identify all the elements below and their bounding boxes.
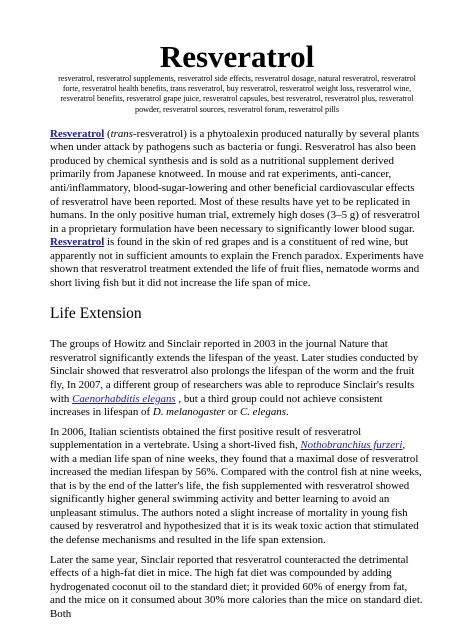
document-title: Resveratrol xyxy=(159,39,315,74)
caenorhabditis-elegans-link[interactable]: Caenorhabditis elegans xyxy=(72,392,176,405)
paragraph: In 2006, Italian scientists obtained the first positive result of resveratrol supplementation in a vertebrate. Using a short-lived fish, Nothobranchius furzeri, with a median life span of nine weeks, they found that a maximal dose of resveratrol increased the median lifespan by 56%. Compared with the control fish at nine weeks, that is by the end of the latter's life, the fish supplemented with resveratrol showed significantly higher general swimming activity and better learning to avoid an unpleasant stimulus. The authors noted a slight increase of mortality in young fish caused by resveratrol and hypothesized that it is its weak toxic action that stimulated the defense mechanisms and resulted in the life span extension. xyxy=(50,425,422,547)
resveratrol-link[interactable]: Resveratrol xyxy=(50,236,105,249)
section-heading: Life Extension xyxy=(50,305,142,323)
nothobranchius-furzeri-link[interactable]: Nothobranchius furzeri xyxy=(300,439,403,452)
intro-paragraph: Resveratrol (trans-resveratrol) is a phytoalexin produced naturally by several plants when under attack by pathogens such as bacteria or fungi. Resveratrol has also been produced by chemical synthesis and is sold as a nutritional supplement derived primarily from Japanese knotweed. In mouse and rat experiments, anti-cancer, anti/inflammatory, blood-sugar-lowering and other beneficial cardiovascular effects of resveratrol have been reported. Most of these results have yet to be replicated in humans. In the only positive human trial, extremely high doses (3–5 g) of resveratrol in a proprietary formulation have been necessary to significantly lower blood sugar. Resveratrol is found in the skin of red grapes and is a constituent of red wine, but apparently not in sufficient amounts to explain the French paradox. Experiments have shown that resveratrol treatment extended the life of fruit flies, nematode worms and short living fish but it did not increase the life span of mice. xyxy=(50,127,424,289)
keywords-list: resveratrol, resveratrol supplements, resveratrol side effects, resveratrol dosage, natural resveratrol, resveratrol forte, resveratrol health benefits, trans resveratrol, buy resveratrol, resveratrol weight loss, resveratrol wine, resveratrol benefits, resveratrol grape juice, resveratrol capsules, best resveratrol, resveratrol plus, resveratrol powder, resveratrol sources, resveratrol forum, resveratrol pills xyxy=(58,74,416,114)
paragraph: The groups of Howitz and Sinclair reported in 2003 in the journal Nature that resveratrol significantly extends the lifespan of the yeast. Later studies conducted by Sinclair showed that resveratrol also prolongs the lifespan of the worm and the fruit fly, In 2007, a different group of researchers was able to reproduce Sinclair's results with Caenorhabditis elegans , but a third group could not achieve consistent increases in lifespan of D. melanogaster or C. elegans. xyxy=(50,338,419,419)
resveratrol-link[interactable]: Resveratrol xyxy=(50,127,105,140)
paragraph: Later the same year, Sinclair reported that resveratrol counteracted the detrimental effects of a high-fat diet in mice. The high fat diet was compounded by adding hydrogenated coconut oil to the standard diet; it provided 60% of energy from fat, and the mice on it consumed about 30% more calories than the mice on standard diet. Both xyxy=(50,553,423,620)
